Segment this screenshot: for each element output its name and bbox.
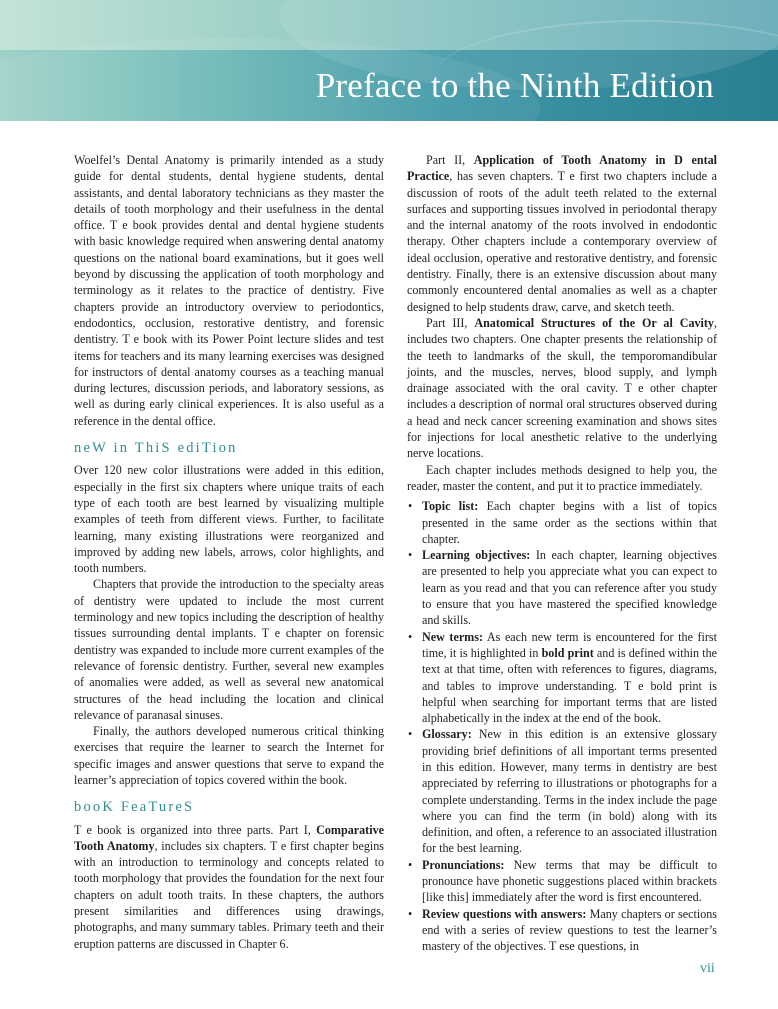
bullet-icon: • (408, 499, 413, 514)
bullet-text: In each chapter, learning objectives are presented to help you appreciate what you can expect to learn as you read and that you can reference after you study to ensure that you have mastered the specified knowledge and skills. (422, 548, 717, 628)
intro-paragraph: Woelfel’s Dental Anatomy is primarily intended as a study guide for dental students, dental hygiene students, dental assistants, and dental laboratory technicians as they master the details of tooth morphology and their usefulness in the dental office. T e book provides dental and dental hygiene students with basic knowledge required when answering dental anatomy questions on the national board examinations, but it goes well beyond by discussing the application of tooth morphology and terminology as it relates to the practice of dentistry. Five chapters provide an introductory overview to periodontics, endodontics, occlusion, restorative dentistry, and forensic dentistry. T e book with its Power Point lecture slides and test items for teachers and its many learning exercises was designed for instructors of dental anatomy courses as a teaching manual during lectures, discussion periods, and laboratory sessions, as well as during early clinical experiences. It is also useful as a reference in the dental office. (74, 153, 384, 428)
bullet-item-topic-list (407, 498, 717, 547)
new-paragraph-2: Chapters that provide the introduction to the specialty areas of dentistry were updated to include the most current terminology and new topics including the description of healthy tissues surrounding dental implants. T e chapter on forensic dentistry was expanded to include more current examples of the relevance of forensic dentistry. Further, several new examples of anomalies were added, as well as several new anatomical structures of the head including the location and clinical relevance of paranasal sinuses. (74, 577, 384, 722)
page-title: Preface to the Ninth Edition (315, 66, 714, 105)
bullet-lead: Learning objectives: (422, 548, 531, 563)
part-two-title: Application of Tooth Anatomy in D ental Practice (407, 153, 717, 184)
part-three-text-a: Part III, (426, 315, 475, 330)
bullet-text: As each new term is encountered for the first time, it is highlighted in (422, 629, 717, 660)
bullet-item-glossary (407, 726, 717, 856)
bullet-item-pronunciations (407, 857, 717, 906)
new-paragraph-3: Finally, the authors developed numerous critical thinking exercises that require the learner to search the Internet for specific images and answer questions that serve to expand the learner’s appreciation of topics covered within the book. (74, 724, 384, 787)
features-text-a: T e book is organized into three parts. Part I, (74, 822, 317, 837)
methods-paragraph: Each chapter includes methods designed to help you, the reader, master the content, and put it to practice immediately. (407, 462, 717, 493)
features-text-c: , includes six chapters. T e first chapter begins with an introduction to terminology and concepts related to tooth morphology that provides the foundation for the next four chapters on adult tooth traits. In these chapters, the authors present similarities and differences using drawings, photographs, and many summary tables. Primary teeth and their eruption patterns are discussed in Chapter 6. (74, 838, 384, 951)
bullet-lead: Glossary: (422, 727, 472, 742)
features-bullet-list (407, 498, 717, 954)
bullet-bold-phrase: bold print (541, 645, 594, 660)
part-three-text-c: , includes two chapters. One chapter presents the relationship of the teeth to landmarks of the skull, the temporomandibular joints, and the muscles, nerves, blood supply, and lymph drainage associated with the oral cavity. T e other chapter includes a description of normal oral structures observed during a head and neck cancer screening examination and shows sites for injections for local anesthetic relative to the underlying nerve locations. (407, 315, 718, 461)
bullet-icon: • (408, 629, 413, 644)
part-two-text-c: , has seven chapters. T e first two chapters include a discussion of roots of the adult teeth related to the external surfaces and supporting tissues involved in periodontal therapy and the internal anatomy of the roots involved in endodontic therapy. Other chapters include a contemporary overview of ideal occlusion, operative and restorative dentistry, and forensic dentistry. Finally, there is an extensive discussion about many commonly encountered dental anomalies as well as a chapter designed to help students draw, carve, and sketch teeth. (407, 169, 717, 314)
part-two-text-a: Part II, (426, 153, 474, 167)
new-paragraph-1: Over 120 new color illustrations were added in this edition, especially in the first six chapters where unique traits of each type of each tooth are best learned by visualizing multiple examples of teeth from different views. Further, to facilitate learning, many existing illustrations were reorganized and improved by adding new labels, arrows, color highlights, and tooth numbers. (74, 463, 384, 576)
bullet-text-continued: and is defined within the text at that time, often with references to figures, diagrams, and tables to improve understanding. T e bold print is helpful when searching for important terms that are listed alphabetically in the index at the end of the book. (422, 645, 718, 726)
bullet-lead: New terms: (422, 629, 483, 644)
bullet-item-learning-objectives (407, 547, 717, 628)
bullet-icon: • (408, 906, 413, 921)
bullet-text: New in this edition is an extensive glossary providing brief definitions of all important terms presented in this edition. However, many terms in dentistry are best appreciated by referring to illustrations or photographs for a complete understanding. Terms in the index include the page where you can find the term (in bold) along with its definition, and often, a reference to an associated illustration for the best learning. (422, 727, 717, 856)
header-banner (0, 0, 778, 121)
bullet-lead: Topic list: (422, 499, 479, 514)
bullet-text: Many chapters or sections end with a series of review questions to test the learner’s mastery of the objectives. T ese questions, in (422, 906, 717, 954)
bullet-item-review-questions (407, 906, 717, 955)
bullet-lead: Pronunciations: (422, 857, 505, 872)
part-two-paragraph (407, 152, 717, 315)
bullet-lead: Review questions with answers: (422, 906, 587, 921)
part-three-title: Anatomical Structures of the Or al Cavity (474, 315, 714, 330)
section-heading-new-in-edition: neW in ThiS ediTion (74, 440, 238, 457)
part-three-paragraph (407, 315, 717, 462)
bullet-text: New terms that may be difficult to pronounce have phonetic suggestions placed within brackets [like this] immediately after the word is first encountered. (422, 857, 717, 905)
bullet-icon: • (408, 548, 413, 563)
bullet-text: Each chapter begins with a list of topics presented in the same order as the sections within that chapter. (422, 499, 718, 546)
section-heading-book-features: booK FeaTureS (74, 799, 195, 816)
page-number: vii (700, 961, 715, 976)
features-paragraph (74, 822, 384, 952)
bullet-icon: • (408, 857, 413, 872)
part-one-title: Comparative Tooth Anatomy (74, 822, 384, 853)
bullet-icon: • (408, 727, 413, 742)
right-column (407, 152, 717, 955)
bullet-item-new-terms (407, 629, 717, 727)
left-column (74, 152, 384, 952)
